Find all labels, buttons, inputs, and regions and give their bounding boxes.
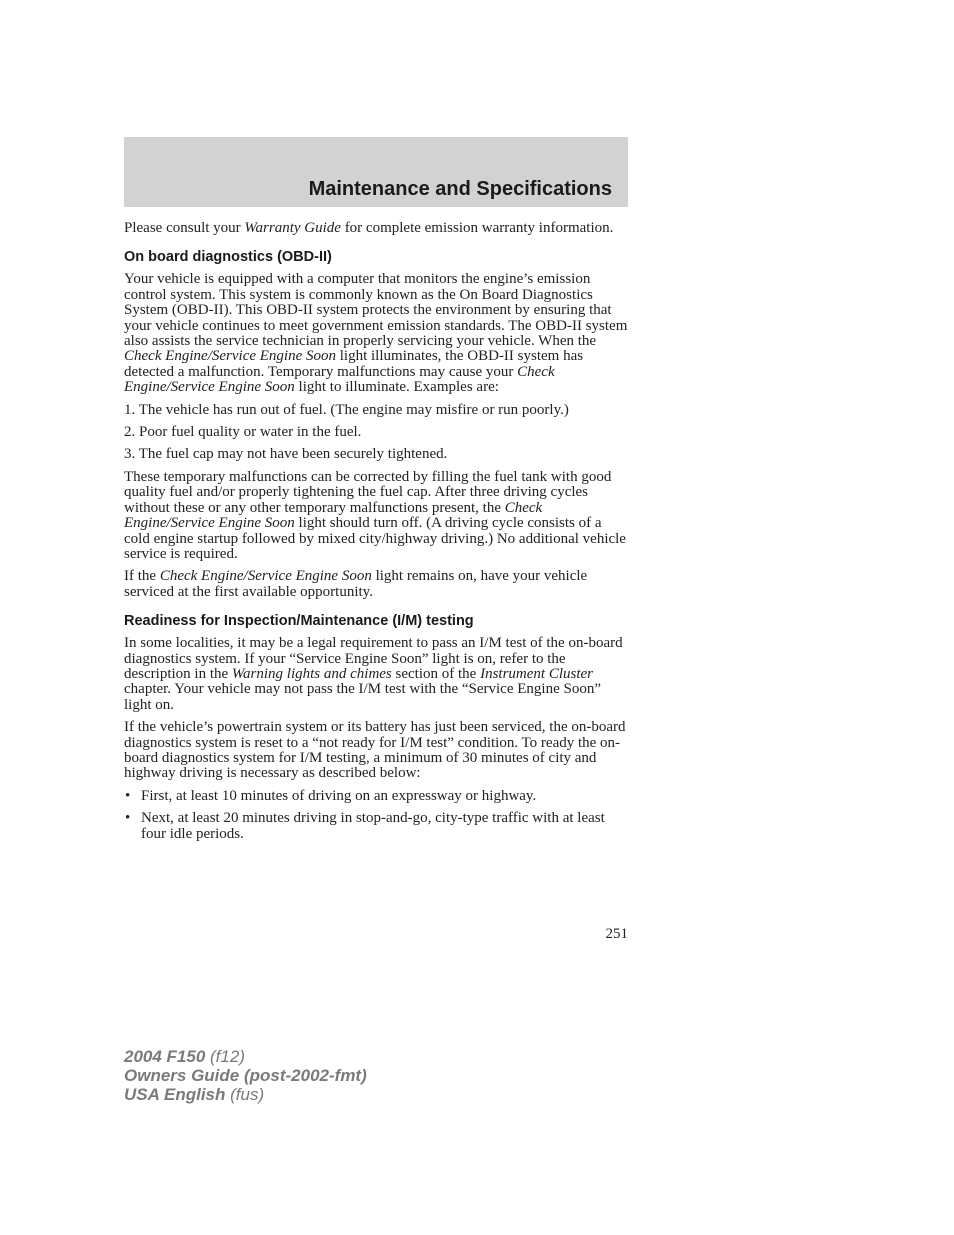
- list-item: [124, 811, 630, 842]
- page-content: [124, 221, 630, 849]
- check-engine-light-reference: Check Engine/Service Engine Soon: [124, 499, 543, 532]
- check-engine-light-reference: Check Engine/Service Engine Soon: [159, 568, 372, 585]
- section-title: Maintenance and Specifications: [308, 178, 612, 200]
- bullet-text: Next, at least 20 minutes driving in stop-and-go, city-type traffic with at least four idle periods.: [141, 810, 605, 842]
- obd-paragraph-3: [124, 569, 630, 600]
- obd-heading: On board diagnostics (OBD-II): [124, 249, 332, 266]
- list-item: [124, 789, 630, 804]
- section-header-band: [124, 137, 628, 207]
- check-engine-light-reference: Check Engine/Service Engine Soon: [124, 363, 555, 396]
- readiness-p1-text: In some localities, it may be a legal requirement to pass an I/M test of the on-board diagnostics system. If your “Service Engine Soon” light is on, refer to the description in the: [124, 635, 623, 682]
- bullet-icon: •: [125, 787, 131, 804]
- instrument-cluster-reference: Instrument Cluster: [480, 665, 594, 682]
- bullet-text: First, at least 10 minutes of driving on an expressway or highway.: [141, 787, 537, 804]
- readiness-paragraph-1: [124, 636, 630, 713]
- readiness-paragraph-2: If the vehicle’s powertrain system or its battery has just been serviced, the on-board diagnostics system is reset to a “not ready for I/M test” condition. To ready the on-board diagnostics system for I/M testing, a minimum of 30 minutes of city and highway driving is necessary as described below:: [124, 719, 626, 782]
- obd-example-1: 1. The vehicle has run out of fuel. (The engine may misfire or run poorly.): [124, 401, 569, 418]
- obd-p1-text: Your vehicle is equipped with a computer that monitors the engine’s emission control system. This system is commonly known as the On Board Diagnostics System (OBD-II). This OBD-II system protects the environment by ensuring that your vehicle continues to meet government emission standards. The OBD-II system also assists the service technician in properly servicing your vehicle. When the: [124, 271, 628, 350]
- footer-model: 2004 F150: [124, 1047, 206, 1066]
- obd-example-3: 3. The fuel cap may not have been securely tightened.: [124, 446, 448, 463]
- intro-text-end: for complete emission warranty information.: [340, 220, 614, 236]
- obd-p2-text: These temporary malfunctions can be corrected by filling the fuel tank with good quality fuel and/or properly tightening the fuel cap. After three driving cycles without these or any other temporary malfunctions present, the: [124, 468, 612, 516]
- warning-lights-reference: Warning lights and chimes: [231, 665, 392, 682]
- readiness-p1-text-3: chapter. Your vehicle may not pass the I/M test with the “Service Engine Soon” light on.: [124, 681, 601, 713]
- bullet-icon: •: [125, 810, 131, 827]
- page-number: 251: [605, 926, 628, 942]
- warranty-guide-reference: Warranty Guide: [244, 220, 341, 236]
- readiness-heading: Readiness for Inspection/Maintenance (I/M) testing: [124, 613, 474, 630]
- obd-example-2: 2. Poor fuel quality or water in the fuel.: [124, 424, 362, 441]
- footer-line-model: [124, 1047, 367, 1066]
- intro-text: Please consult your: [124, 220, 245, 236]
- readiness-bullet-list: [124, 789, 630, 842]
- intro-paragraph: [124, 221, 630, 236]
- obd-p3-text: If the: [124, 568, 160, 585]
- check-engine-light-reference: Check Engine/Service Engine Soon: [124, 348, 337, 365]
- obd-paragraph-2: [124, 470, 630, 562]
- obd-paragraph-1: [124, 272, 630, 395]
- footer-language: USA English: [124, 1085, 226, 1104]
- footer-language-code: (fus): [225, 1085, 265, 1104]
- obd-p1-text-3: light to illuminate. Examples are:: [294, 379, 499, 396]
- readiness-p1-text-2: section of the: [391, 665, 481, 682]
- obd-p2-text-2: light should turn off. (A driving cycle consists of a cold engine startup followed by mixed city/highway driving.) No additional vehicle service is required.: [124, 515, 626, 562]
- obd-p1-text-2: light illuminates, the OBD-II system has detected a malfunction. Temporary malfunctions may cause your: [124, 348, 584, 380]
- obd-p3-text-2: light remains on, have your vehicle serviced at the first available opportunity.: [124, 568, 588, 600]
- footer-model-code: (f12): [205, 1047, 245, 1066]
- footer-line-language: [124, 1085, 367, 1104]
- footer-guide: Owners Guide (post-2002-fmt): [124, 1066, 367, 1085]
- document-footer: [124, 1047, 367, 1104]
- footer-line-guide: [124, 1066, 367, 1085]
